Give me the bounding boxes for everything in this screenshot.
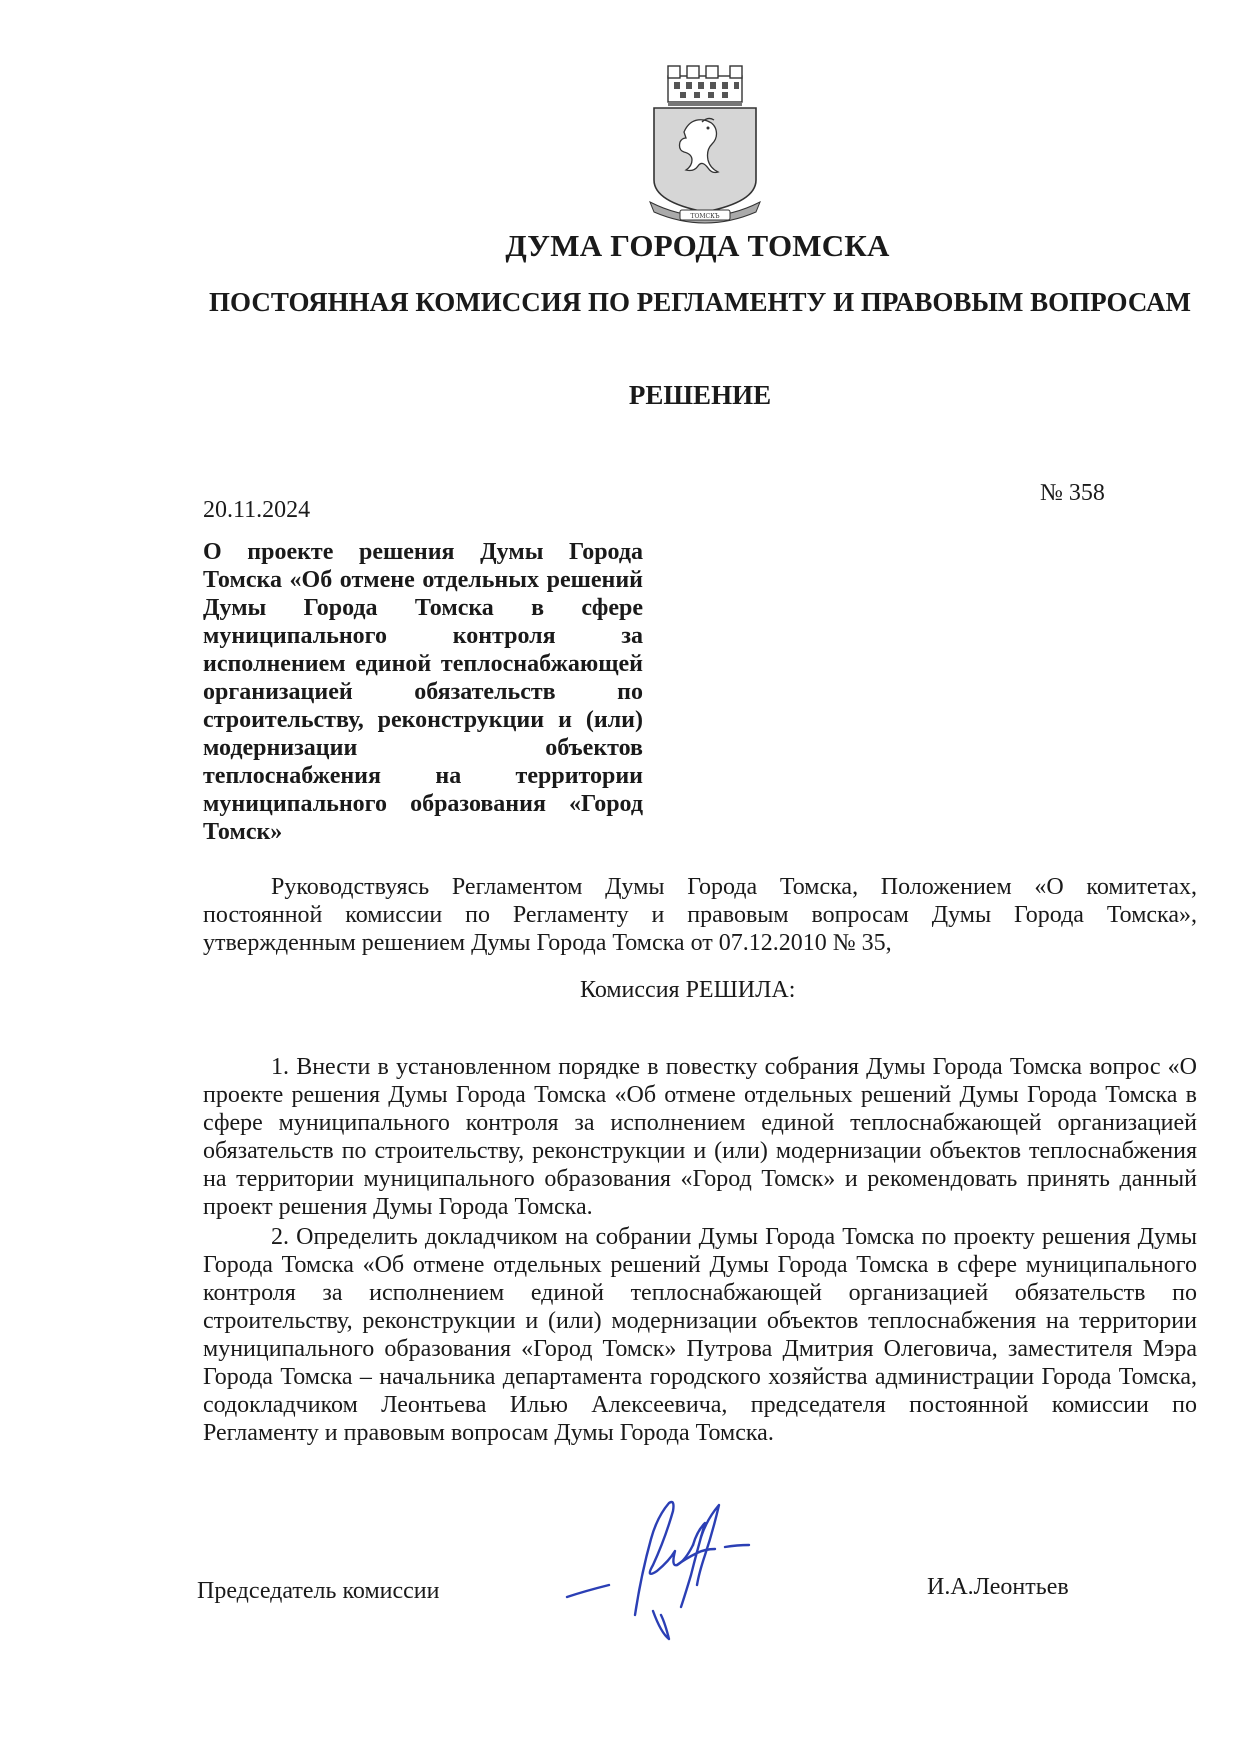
document-type-title: РЕШЕНИЕ (628, 380, 772, 410)
signature-strokes (567, 1502, 749, 1639)
decision-item-1: 1. Внести в установленном порядке в повестку собрания Думы Города Томска вопрос «О проекте решения Думы Города Томска «Об отмене отдельных решений Думы Города Томска в сфере муниципального контроля за исполнением единой теплоснабжающей организацией обязательств по строительству, реконструкции и (или) модернизации объектов теплоснабжения на территории муниципального образования «Город Томск» и рекомендовать принять данный проект решения Думы Города Томска. (203, 1054, 1197, 1220)
coat-of-arms-emblem (644, 62, 766, 224)
signer-name: И.А.Леонтьев (927, 1574, 1069, 1600)
organization-title: ДУМА ГОРОДА ТОМСКА (505, 228, 890, 263)
document-subject: О проекте решения Думы Города Томска «Об отмене отдельных решений Думы Города Томска в сфере муниципального контроля за исполнением единой теплоснабжающей организацией обязательств по строительству, реконструкции и (или) модернизации объектов теплоснабжения на территории муниципального образования «Город Томск» (203, 539, 643, 845)
commission-title: ПОСТОЯННАЯ КОМИССИЯ ПО РЕГЛАМЕНТУ И ПРАВОВЫМ ВОПРОСАМ (209, 287, 1191, 317)
svg-text:ТОМСКЪ: ТОМСКЪ (690, 213, 720, 220)
preamble-paragraph: Руководствуясь Регламентом Думы Города Томска, Положением «О комитетах, постоянной комиссии по Регламенту и правовым вопросам Думы Города Томска», утвержденным решением Думы Города Томска от 07.12.2010 № 35, (203, 874, 1197, 956)
decision-item-2: 2. Определить докладчиком на собрании Думы Города Томска по проекту решения Думы Города Томска «Об отмене отдельных решений Думы Города Томска в сфере муниципального контроля за исполнением единой теплоснабжающей организацией обязательств по строительству, реконструкции и (или) модернизации объектов теплоснабжения на территории муниципального образования «Город Томск» Путрова Дмитрия Олеговича, заместителя Мэра Города Томска – начальника департамента городского хозяйства администрации Города Томска, содокладчиком Леонтьева Илью Алексеевича, председателя постоянной комиссии по Регламенту и правовым вопросам Думы Города Томска. (203, 1224, 1197, 1446)
document-date: 20.11.2024 (203, 497, 311, 523)
resolved-line: Комиссия РЕШИЛА: (580, 977, 796, 1003)
document-number: № 358 (1040, 480, 1105, 506)
handwritten-signature (565, 1495, 790, 1645)
signer-role: Председатель комиссии (197, 1578, 440, 1604)
